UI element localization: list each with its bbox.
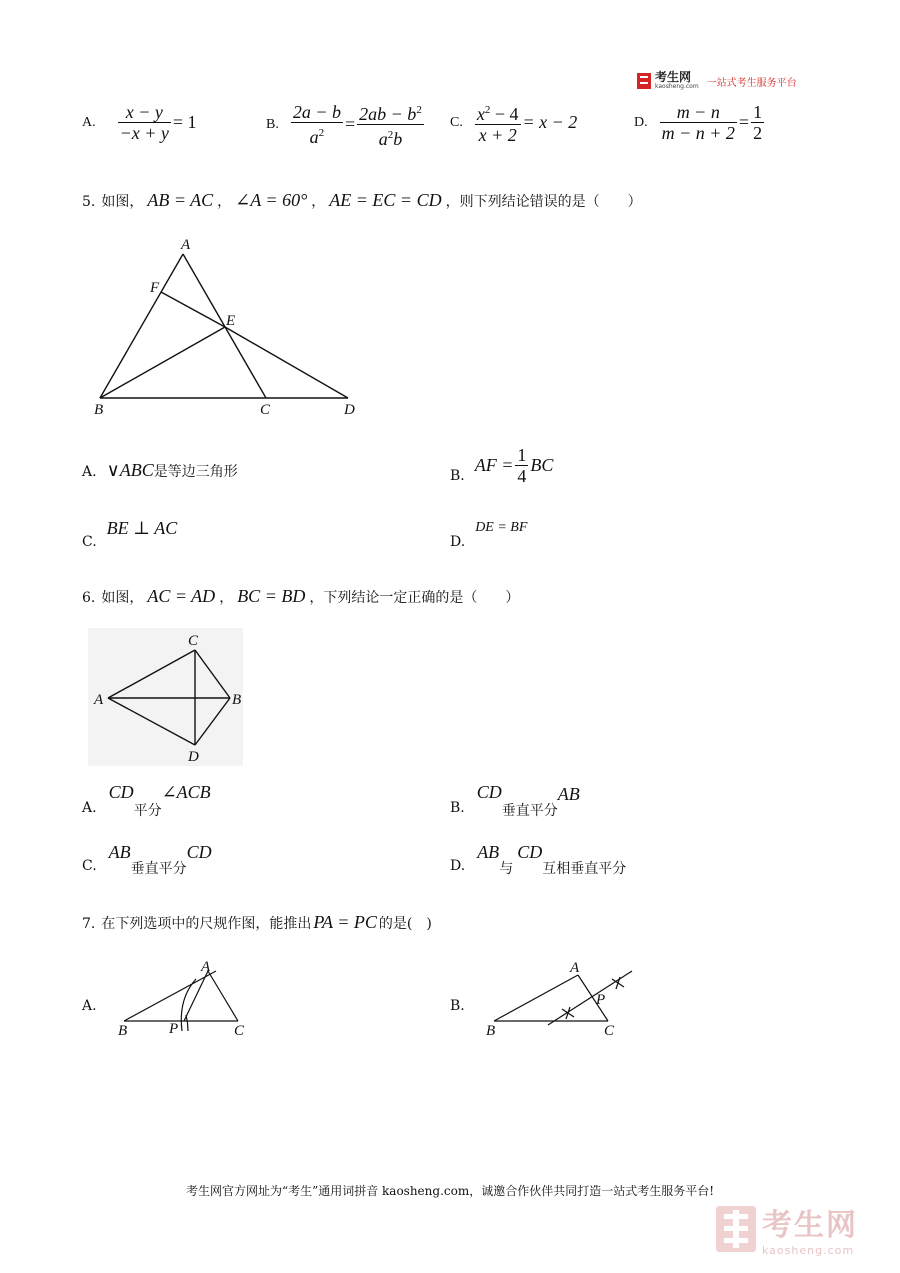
numerator: x − y: [125, 102, 163, 122]
point-label-C: C: [234, 1023, 245, 1039]
point-label-A: A: [201, 959, 211, 975]
den-base: a: [309, 127, 319, 147]
num-base: 2ab − b: [359, 104, 417, 124]
option-text-2: 互相垂直平分: [542, 861, 627, 877]
option-label: C.: [82, 858, 97, 874]
question-number: 6.: [82, 590, 96, 606]
point-label-P: P: [596, 992, 606, 1008]
point-label-C: C: [188, 633, 199, 649]
option-label: C.: [450, 114, 463, 130]
denominator: x + 2: [478, 125, 517, 145]
watermark-name: 考生网: [762, 1208, 858, 1243]
segment-ED: [225, 327, 348, 398]
point-label-A: A: [94, 692, 104, 708]
rhs: = 1: [172, 112, 197, 132]
exponent: 2: [387, 129, 394, 141]
q5-option-a: [82, 460, 238, 481]
option-math: ∨ABC: [106, 460, 154, 480]
option-lhs: AF =: [474, 455, 514, 475]
fraction: [291, 102, 343, 147]
construction-arc-1: [181, 979, 196, 1031]
denominator: −x + y: [119, 123, 169, 143]
num-rest: − 4: [490, 104, 519, 124]
option-math-2: CD: [517, 842, 543, 862]
construction-mark-4: [616, 977, 620, 989]
option-math-1: AB: [477, 842, 500, 862]
construction-arc-2: [186, 1015, 188, 1031]
segment-BE: [100, 327, 225, 398]
condition-2: BC = BD: [237, 586, 306, 606]
numerator: 1: [517, 445, 527, 465]
numerator: [475, 100, 521, 124]
point-label-E: E: [226, 313, 236, 329]
option-label: A.: [82, 464, 97, 480]
equals: =: [738, 112, 750, 132]
num-base: x: [476, 104, 485, 124]
fraction: [475, 100, 521, 145]
segment-AB: [100, 254, 183, 398]
header-logo: [637, 72, 797, 90]
denominator: [308, 123, 327, 147]
logo-name: 考生网: [655, 70, 692, 84]
option-label: D.: [634, 114, 648, 130]
fraction: [660, 102, 737, 143]
denominator: 2: [753, 123, 763, 143]
q7-option-b-label: B.: [450, 998, 465, 1014]
q5-stem: [82, 190, 642, 211]
condition-3: AE = EC = CD: [329, 190, 442, 210]
point-label-F: F: [150, 280, 160, 296]
segment-AP: [184, 971, 208, 1021]
numerator: [357, 100, 424, 124]
q6-option-a: [82, 782, 211, 820]
option-label: B.: [450, 800, 465, 816]
q5-option-b: [450, 445, 553, 486]
q6-option-b: [450, 782, 580, 820]
point-label-P: P: [169, 1021, 179, 1037]
watermark-text: [762, 1200, 858, 1257]
den-tail: b: [393, 129, 403, 149]
watermark: [716, 1200, 858, 1257]
segment-BA: [124, 971, 216, 1021]
option-text: 垂直平分: [501, 803, 558, 819]
option-math-2: ∠ACB: [161, 782, 211, 802]
fraction: [118, 102, 171, 143]
watermark-url: kaosheng.com: [762, 1244, 855, 1257]
q5-option-c: [82, 518, 177, 550]
q4-option-b: [266, 100, 426, 149]
denominator: m − n + 2: [661, 123, 735, 143]
fraction: [751, 102, 764, 143]
exponent: 2: [416, 104, 422, 116]
option-label: B.: [450, 468, 465, 484]
q6-stem: [82, 586, 519, 607]
den-base: a: [378, 129, 388, 149]
point-label-B: B: [486, 1023, 496, 1039]
exponent: 2: [484, 104, 491, 116]
option-math-2: AB: [557, 784, 580, 804]
option-math: DE = BF: [475, 520, 528, 535]
stem-text: 如图，: [101, 590, 144, 606]
point-label-D: D: [188, 749, 199, 765]
condition-1: AC = AD: [147, 586, 216, 606]
logo-url: kaosheng.com: [655, 83, 699, 90]
point-label-B: B: [94, 402, 104, 418]
option-label: D.: [450, 534, 466, 550]
q5-option-d: [450, 520, 527, 550]
rhs: = x − 2: [522, 112, 578, 132]
q4-option-a: [82, 102, 197, 143]
logo-slogan: 一站式考生服务平台: [706, 77, 797, 89]
condition: PA = PC: [313, 912, 377, 932]
q7-stem: [82, 912, 432, 933]
q4-option-d: [634, 102, 766, 143]
stem-text: 如图，: [101, 194, 144, 210]
separator: ，: [311, 194, 326, 210]
option-math-1: AB: [108, 842, 131, 862]
denominator: [377, 125, 405, 149]
q7-option-a-label: A.: [82, 998, 97, 1014]
kaosheng-logo-icon: [637, 73, 651, 89]
point-label-B: B: [232, 692, 242, 708]
denominator: 4: [517, 466, 527, 486]
point-label-A: A: [570, 960, 580, 976]
q5-figure: [88, 232, 378, 422]
point-label-D: D: [344, 402, 355, 418]
kaosheng-watermark-icon: [716, 1206, 756, 1252]
q7-option-a-figure: [112, 955, 262, 1045]
option-text: 垂直平分: [130, 861, 187, 877]
stem-text: 的是( ): [378, 916, 432, 932]
q4-option-c: [450, 100, 577, 145]
fraction: [515, 445, 528, 486]
stem-text: ，则下列结论错误的是（ ）: [445, 194, 642, 210]
option-math-2: CD: [186, 842, 212, 862]
logo-text: [655, 72, 699, 90]
numerator: 1: [753, 102, 763, 122]
numerator: 2a − b: [292, 102, 341, 122]
point-label-C: C: [604, 1023, 615, 1039]
point-label-B: B: [118, 1023, 128, 1039]
option-math: BE ⊥ AC: [106, 518, 178, 538]
exponent: 2: [318, 127, 325, 139]
numerator: m − n: [676, 102, 720, 122]
option-text: 是等边三角形: [153, 464, 238, 480]
q6-option-d: [450, 842, 626, 878]
stem-text: ，下列结论一定正确的是（ ）: [309, 590, 520, 606]
option-label: A.: [82, 800, 97, 816]
option-text-1: 与: [499, 861, 514, 877]
equals: =: [345, 114, 356, 134]
point-label-C: C: [260, 402, 271, 418]
option-math-1: CD: [476, 782, 502, 802]
condition-1: AB = AC: [147, 190, 214, 210]
fraction: [357, 100, 424, 149]
option-label: C.: [82, 534, 97, 550]
option-label: B.: [266, 116, 279, 132]
point-label-A: A: [181, 237, 191, 253]
stem-text: 在下列选项中的尺规作图，能推出: [101, 916, 312, 932]
segment-AC: [208, 971, 238, 1021]
option-math-1: CD: [108, 782, 134, 802]
q7-option-b-figure: [480, 955, 650, 1045]
question-number: 5.: [82, 194, 96, 210]
option-label: D.: [450, 858, 466, 874]
option-text: 平分: [133, 803, 162, 819]
separator: ，: [217, 194, 232, 210]
footer-text: 考生网官方网址为“考生”通用词拼音 kaosheng.com，诚邀合作伙伴共同打造一站式考生服务平台!: [185, 1184, 715, 1198]
q6-figure: [88, 628, 248, 768]
option-rhs: BC: [530, 455, 554, 475]
separator: ，: [219, 590, 234, 606]
q6-option-c: [82, 842, 212, 878]
question-number: 7.: [82, 916, 96, 932]
option-label: A.: [82, 114, 96, 130]
condition-2: ∠A = 60°: [235, 190, 308, 210]
